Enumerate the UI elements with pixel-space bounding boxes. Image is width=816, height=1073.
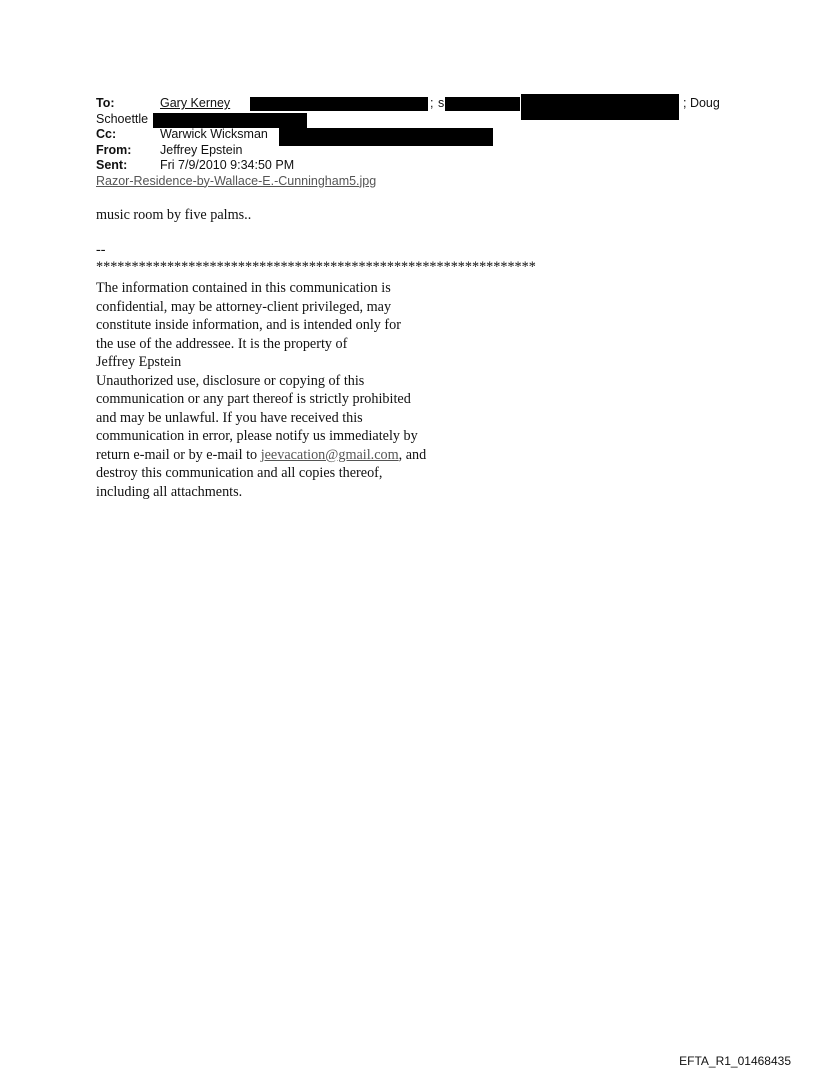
disclaimer-line: Unauthorized use, disclosure or copying of this xyxy=(96,372,365,389)
disclaimer-line: confidential, may be attorney-client privileged, may xyxy=(96,298,392,315)
redaction-block xyxy=(250,97,428,111)
signature-dash: -- xyxy=(96,242,106,258)
redaction-block xyxy=(445,97,520,111)
message-body: music room by five palms.. xyxy=(96,207,252,223)
to-wrap-row xyxy=(96,112,736,128)
from-sender: Jeffrey Epstein xyxy=(160,142,243,157)
disclaimer-return-line xyxy=(96,446,426,465)
email-header xyxy=(96,96,736,189)
disclaimer-line: Jeffrey Epstein xyxy=(96,354,182,370)
from-label: From: xyxy=(96,142,132,157)
to-row xyxy=(96,96,736,112)
disclaimer-line: constitute inside information, and is intended only for xyxy=(96,317,401,333)
disclaimer-line: communication or any part thereof is strictly prohibited xyxy=(96,391,411,407)
from-row xyxy=(96,143,736,159)
document-id: EFTA_R1_01468435 xyxy=(679,1054,791,1068)
cc-recipient: Warwick Wicksman xyxy=(160,127,268,141)
to-label: To: xyxy=(96,96,115,110)
to-wrap-name: Schoettle xyxy=(96,111,149,126)
redaction-block xyxy=(153,113,307,128)
to-separator: ; xyxy=(430,96,434,110)
to-recipient: Gary Kerney xyxy=(160,96,231,110)
disclaimer-line: including all attachments. xyxy=(96,483,243,500)
disclaimer-line: the use of the addressee. It is the property of xyxy=(96,335,348,352)
email-link[interactable]: jeevacation@gmail.com xyxy=(260,446,399,463)
return-suffix: , and xyxy=(398,446,427,463)
to-tail: ; Doug xyxy=(683,96,720,110)
disclaimer-line: destroy this communication and all copies thereof, xyxy=(96,465,383,481)
signature-stars: ************************************************************** xyxy=(96,259,536,275)
cc-row xyxy=(96,127,736,143)
disclaimer-line: The information contained in this communication is xyxy=(96,280,391,296)
sent-label: Sent: xyxy=(96,158,128,172)
attachment-row xyxy=(96,174,736,190)
cc-label: Cc: xyxy=(96,127,117,141)
to-second-recipient-initial: s xyxy=(438,96,445,110)
sent-row xyxy=(96,158,736,174)
attachment-link[interactable]: Razor-Residence-by-Wallace-E.-Cunningham5.jpg xyxy=(96,173,377,188)
return-prefix: return e-mail or by e-mail to xyxy=(96,446,261,463)
disclaimer-line: and may be unlawful. If you have received this xyxy=(96,409,363,426)
sent-timestamp: Fri 7/9/2010 9:34:50 PM xyxy=(160,158,295,172)
disclaimer-line: communication in error, please notify us immediately by xyxy=(96,428,418,444)
